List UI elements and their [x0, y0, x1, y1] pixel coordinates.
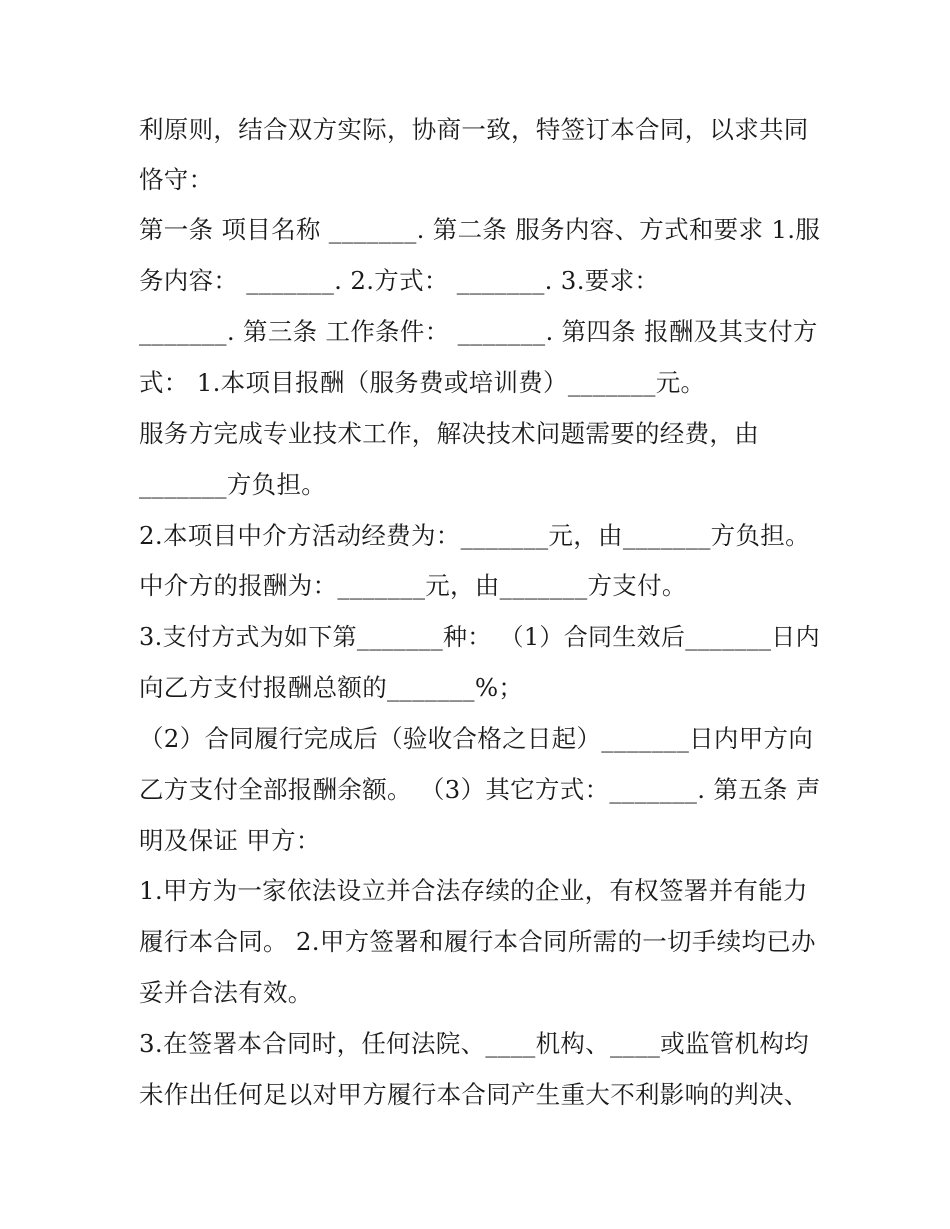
paragraph-line: 1.甲方为一家依法设立并合法存续的企业，有权签署并有能力 — [139, 876, 808, 905]
paragraph-line: 务内容： _______. 2.方式： _______. 3.要求： — [139, 266, 660, 295]
paragraph-line: 3.在签署本合同时，任何法院、____机构、____或监管机构均 — [139, 1029, 809, 1058]
paragraph-line: 服务方完成专业技术工作，解决技术问题需要的经费，由 — [139, 419, 759, 448]
paragraph-line: 中介方的报酬为：_______元，由_______方支付。 — [139, 571, 687, 600]
paragraph-line: 向乙方支付报酬总额的_______%； — [139, 673, 524, 702]
paragraph-line: 第一条 项目名称 _______. 第二条 服务内容、方式和要求 1.服 — [139, 215, 821, 244]
paragraph-line: 3.支付方式为如下第_______种： （1）合同生效后_______日内 — [139, 623, 820, 651]
paragraph-line: 明及保证 甲方： — [139, 826, 321, 855]
paragraph-line: 妥并合法有效。 — [139, 978, 313, 1007]
paragraph-line: 式： 1.本项目报酬（服务费或培训费）_______元。 — [139, 368, 706, 397]
paragraph-line: （2）合同履行完成后（验收合格之日起）_______日内甲方向 — [139, 724, 814, 753]
paragraph-line: 乙方支付全部报酬余额。 （3）其它方式：_______. 第五条 声 — [139, 775, 821, 804]
paragraph-line: 恪守： — [139, 165, 214, 194]
paragraph-line: 未作出任何足以对甲方履行本合同产生重大不利影响的判决、 — [139, 1080, 809, 1109]
paragraph-line: 利原则，结合双方实际，协商一致，特签订本合同，以求共同 — [139, 115, 809, 144]
paragraph-line: 2.本项目中介方活动经费为：_______元，由_______方负担。 — [139, 521, 810, 550]
paragraph-line: 履行本合同。 2.甲方签署和履行本合同所需的一切手续均已办 — [139, 927, 816, 956]
paragraph-line: _______方负担。 — [139, 470, 327, 499]
paragraph-line: _______. 第三条 工作条件： _______. 第四条 报酬及其支付方 — [139, 317, 818, 346]
